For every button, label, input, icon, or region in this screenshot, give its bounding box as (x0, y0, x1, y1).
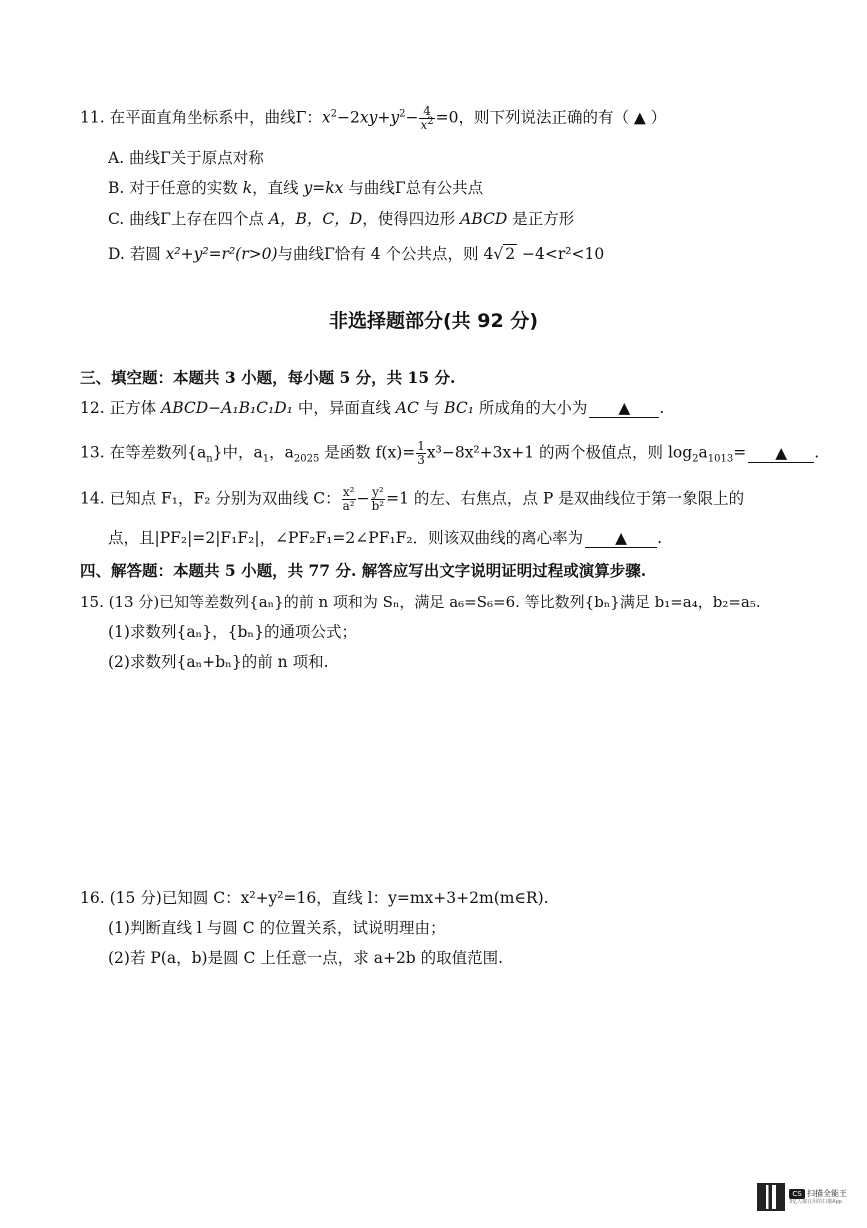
q13-text2: }中，a (212, 443, 263, 462)
q12-text4: 所成角的大小为 (473, 399, 588, 417)
q13 (80, 440, 819, 467)
q11-frac-num: 4 (419, 105, 434, 119)
q11-option-b (108, 177, 483, 199)
q11-option-d-text2: 与曲线Γ恰有 4 个公共点，则 4 (277, 245, 494, 263)
q13-text4: 是函数 f(x)= (319, 443, 416, 462)
q16-stem: 16. (15 分)已知圆 C：x²+y²=16，直线 l：y=mx+3+2m(m∈R). (80, 889, 549, 907)
q16-part2: (2)若 P(a，b)是圆 C 上任意一点，求 a+2b 的取值范围. (108, 949, 504, 967)
q11-option-c-text2: ，使得四边形 (362, 210, 461, 228)
badge-subtitle: 3亿人都在用的扫描App (789, 1198, 842, 1205)
badge-text-block (789, 1189, 847, 1206)
q12-text3: 与 (418, 399, 445, 417)
badge-title: 扫描全能王 (807, 1188, 847, 1198)
q11-option-b-text3: 与曲线Γ总有公共点 (343, 179, 484, 197)
q11-option-d: D. 若圆 x²+y²=r²(r>0)与曲线Γ恰有 4 个公共点，则 4√ 2 −4<r²<10 (108, 245, 605, 263)
q13-text3: ，a (269, 443, 294, 462)
q13-log-base: 2 (692, 453, 699, 465)
q12-line1: AC (395, 399, 419, 417)
q11-eq-a: x (321, 108, 331, 127)
q13-fraction (416, 440, 426, 467)
q14-frac1-num: x² (342, 485, 355, 499)
q14-frac2-num: y² (372, 485, 384, 499)
scanner-watermark (757, 1180, 849, 1214)
q11-option-c-text3: 是正方形 (507, 210, 575, 228)
q11-stem: 11. 在平面直角坐标系中，曲线Γ：$x^2-2xy+y^2-$ $\frac{4}{x^2}$ =0，则下列说法正确的有（ ▲ ） (80, 104, 667, 132)
q11-option-c (108, 208, 574, 230)
q15-part2: (2)求数列{aₙ+bₙ}的前 n 项和. (108, 653, 329, 671)
q13-sub-2025: 2025 (293, 453, 320, 465)
q11-eq-g: =0，则下列说法正确的有（ ▲ ） (435, 108, 667, 127)
q13-text7: = (733, 443, 747, 462)
q11-option-a (108, 147, 264, 169)
q12-text2: 中，异面直线 (292, 399, 396, 417)
camscanner-logo-icon: CS (789, 1189, 805, 1199)
q11-option-b-text1: B. 对于任意的实数 (108, 179, 243, 197)
q14-text1: 14. 已知点 F₁，F₂ 分别为双曲线 C： (80, 489, 341, 508)
section-title: 非选择题部分(共 92 分) (328, 310, 539, 332)
q13-text5: x³−8x²+3x+1 的两个极值点，则 log (426, 443, 693, 462)
q11-option-c-quad: ABCD (460, 210, 508, 228)
q11-option-b-text2: ，直线 (252, 179, 304, 197)
q14-frac2-den: b² (371, 499, 385, 513)
q13-text6: a (698, 443, 708, 462)
q12-line2: BC₁ (444, 399, 474, 417)
q11-frac-den: x (420, 118, 428, 132)
q11-option-c-text1: C. 曲线Γ上存在四个点 (108, 210, 269, 228)
q15-part1: (1)求数列{aₙ}，{bₙ}的通项公式； (108, 623, 357, 641)
q13-frac-num: 1 (417, 439, 425, 453)
part3-header: 三、填空题：本题共 3 小题，每小题 5 分，共 15 分. (80, 368, 456, 387)
q13-sub-1: 1 (262, 453, 270, 465)
q11-option-d-text1: D. 若圆 (108, 245, 166, 263)
q11-option-d-sqrt: 2 (505, 245, 516, 263)
q13-text1: 13. 在等差数列{a (80, 443, 207, 462)
q12-answer-blank[interactable]: ▲ (589, 399, 659, 418)
q13-frac-den: 3 (417, 453, 425, 467)
q11-eq-c: xy (359, 108, 378, 127)
q11-option-b-eq: y=kx (303, 179, 344, 197)
q11-option-c-points: A，B，C，D (268, 210, 363, 228)
q12-end: . (659, 399, 665, 417)
q13-answer-blank[interactable]: ▲ (748, 444, 814, 463)
q11-eq-d: + (377, 108, 391, 127)
q14-text2: =1 的左、右焦点，点 P 是双曲线位于第一象限上的 (386, 489, 745, 508)
q11-option-d-text3: −4<r²<10 (517, 245, 605, 263)
q11-option-d-eq: x²+y²=r²(r>0) (165, 245, 278, 263)
q11-eq-b: −2 (336, 108, 360, 127)
q12-text1: 12. 正方体 (80, 399, 162, 417)
q16-part1: (1)判断直线 l 与圆 C 的位置关系，试说明理由； (108, 919, 446, 937)
q11-option-a-text: A. 曲线Γ关于原点对称 (108, 149, 264, 167)
q14-end: . (657, 529, 663, 547)
qr-code-icon (757, 1183, 785, 1211)
q14-frac1-den: a² (342, 499, 355, 513)
q14-answer-blank[interactable]: ▲ (585, 529, 657, 548)
q11-eq-f: − (405, 108, 419, 127)
q13-end: . (814, 443, 820, 462)
q14-minus: − (356, 489, 370, 508)
q14-line2-text: 点，且|PF₂|=2|F₁F₂|，∠PF₂F₁=2∠PF₁F₂．则该双曲线的离心率为 (108, 529, 584, 547)
q11-prefix: 11. 在平面直角坐标系中，曲线Γ： (80, 108, 322, 127)
q13-sub-n: n (206, 453, 213, 465)
q14-line2 (108, 527, 662, 549)
part4-header: 四、解答题：本题共 5 小题，共 77 分. 解答应写出文字说明证明过程或演算步骤. (80, 561, 647, 580)
q13-sub-1013: 1013 (707, 453, 734, 465)
q15-stem: 15. (13 分)已知等差数列{aₙ}的前 n 项和为 Sₙ，满足 a₆=S₆=6. 等比数列{bₙ}满足 b₁=a₄，b₂=a₅. (80, 593, 761, 611)
q11-fraction: $\frac{4}{x^2}$ (420, 104, 434, 132)
q12-solid: ABCD−A₁B₁C₁D₁ (161, 399, 293, 417)
q11-eq-e: y (390, 108, 400, 127)
q14-line1 (80, 486, 744, 513)
q12 (80, 397, 664, 419)
q14-fraction1 (342, 486, 356, 513)
q14-fraction2 (371, 486, 386, 513)
q11-option-b-k: k (242, 179, 253, 197)
